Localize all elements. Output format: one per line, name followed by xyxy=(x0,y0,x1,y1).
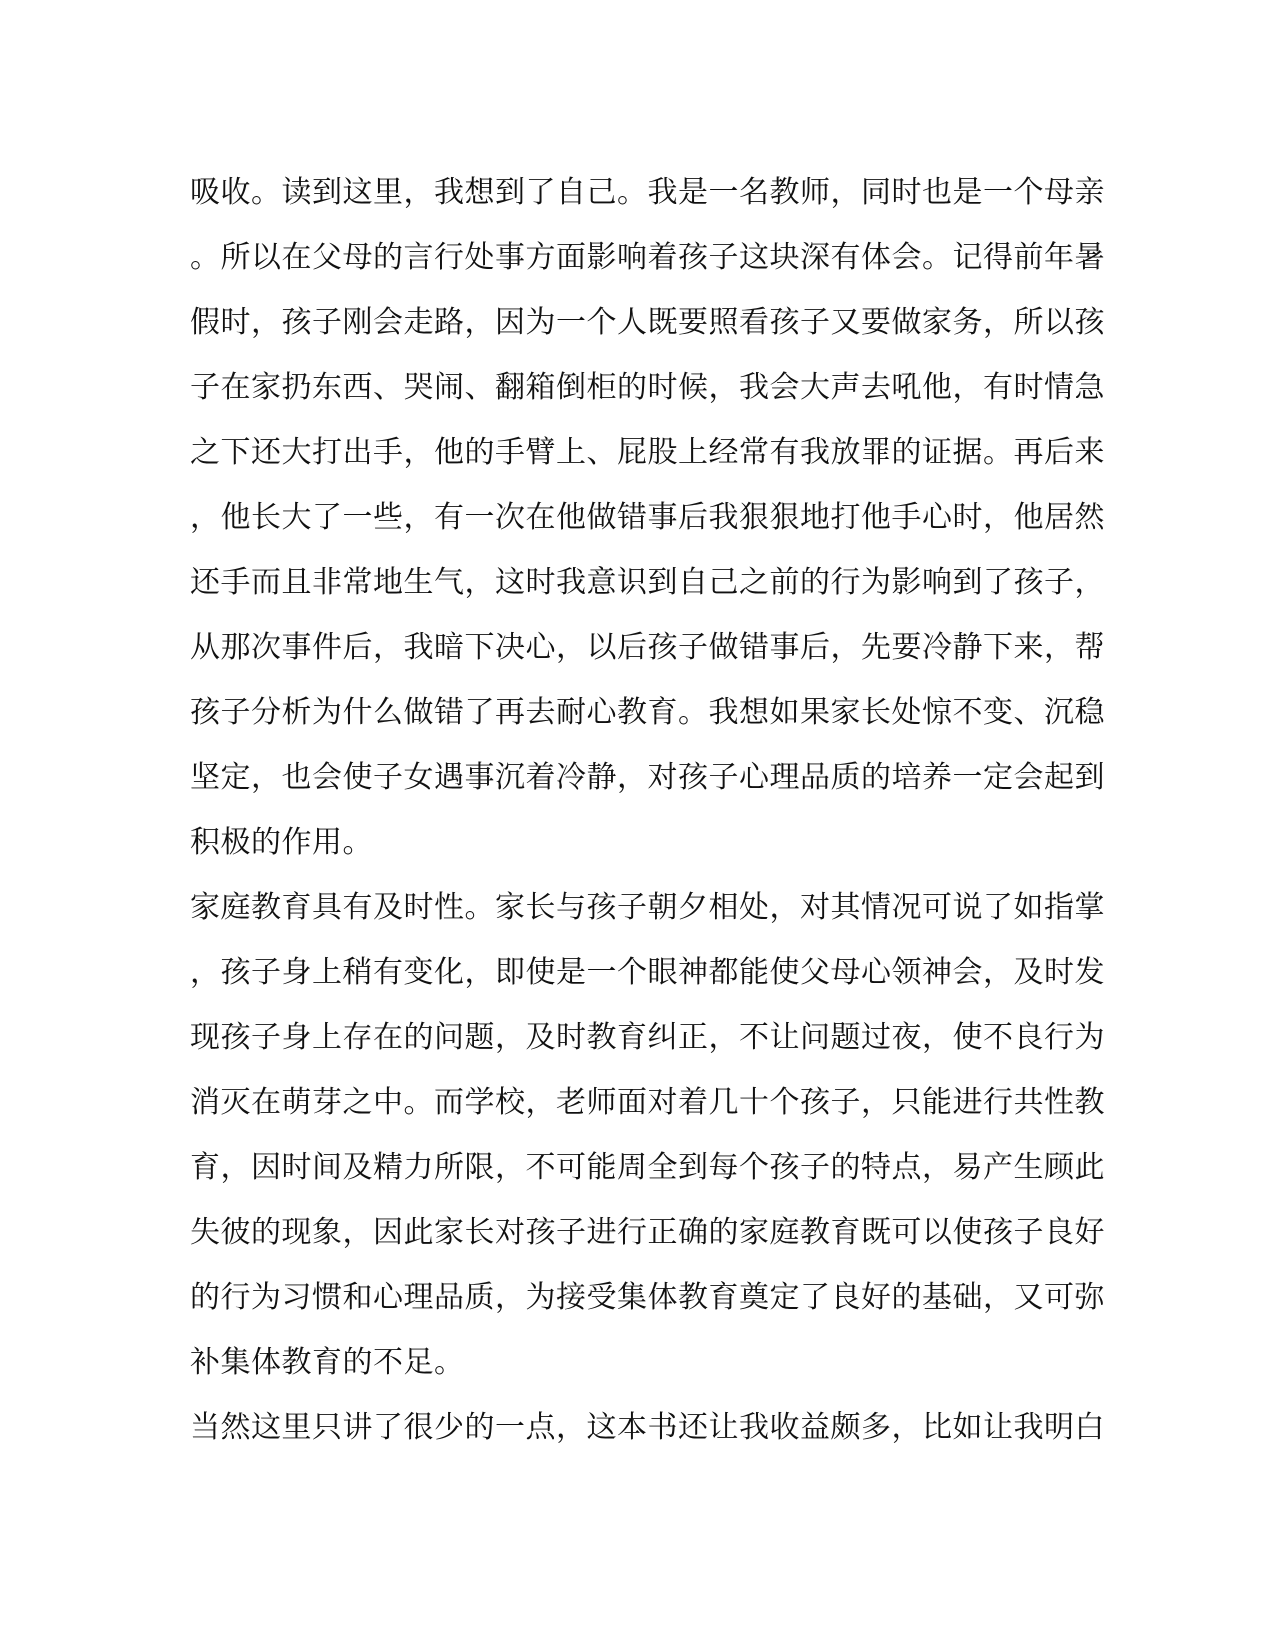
text-line: 育，因时间及精力所限，不可能周全到每个孩子的特点，易产生顾此 xyxy=(190,1150,1105,1185)
text-line: 积极的作用。 xyxy=(190,825,373,860)
text-line: 孩子分析为什么做错了再去耐心教育。我想如果家长处惊不变、沉稳 xyxy=(190,695,1105,730)
text-line: 从那次事件后，我暗下决心，以后孩子做错事后，先要冷静下来，帮 xyxy=(190,630,1105,665)
text-line: ，他长大了一些，有一次在他做错事后我狠狠地打他手心时，他居然 xyxy=(190,500,1105,535)
text-line: 假时，孩子刚会走路，因为一个人既要照看孩子又要做家务，所以孩 xyxy=(190,305,1105,340)
text-line: 子在家扔东西、哭闹、翻箱倒柜的时候，我会大声去吼他，有时情急 xyxy=(190,370,1105,405)
text-line: 补集体教育的不足。 xyxy=(190,1345,465,1380)
text-line: 。所以在父母的言行处事方面影响着孩子这块深有体会。记得前年暑 xyxy=(190,240,1105,275)
text-line: 之下还大打出手，他的手臂上、屁股上经常有我放罪的证据。再后来 xyxy=(190,435,1105,470)
text-line: 吸收。读到这里，我想到了自己。我是一名教师，同时也是一个母亲 xyxy=(190,175,1105,210)
text-line: 现孩子身上存在的问题，及时教育纠正，不让问题过夜，使不良行为 xyxy=(190,1020,1105,1055)
body-text xyxy=(190,160,1105,1460)
text-line: 当然这里只讲了很少的一点，这本书还让我收益颇多，比如让我明白 xyxy=(190,1410,1105,1445)
text-line: 的行为习惯和心理品质，为接受集体教育奠定了良好的基础，又可弥 xyxy=(190,1280,1105,1315)
text-line: 还手而且非常地生气，这时我意识到自己之前的行为影响到了孩子， xyxy=(190,565,1105,600)
text-line: 家庭教育具有及时性。家长与孩子朝夕相处，对其情况可说了如指掌 xyxy=(190,890,1105,925)
text-line: 坚定，也会使子女遇事沉着冷静，对孩子心理品质的培养一定会起到 xyxy=(190,760,1105,795)
text-line: 消灭在萌芽之中。而学校，老师面对着几十个孩子，只能进行共性教 xyxy=(190,1085,1105,1120)
text-line: 失彼的现象，因此家长对孩子进行正确的家庭教育既可以使孩子良好 xyxy=(190,1215,1105,1250)
text-line: ，孩子身上稍有变化，即使是一个眼神都能使父母心领神会，及时发 xyxy=(190,955,1105,990)
